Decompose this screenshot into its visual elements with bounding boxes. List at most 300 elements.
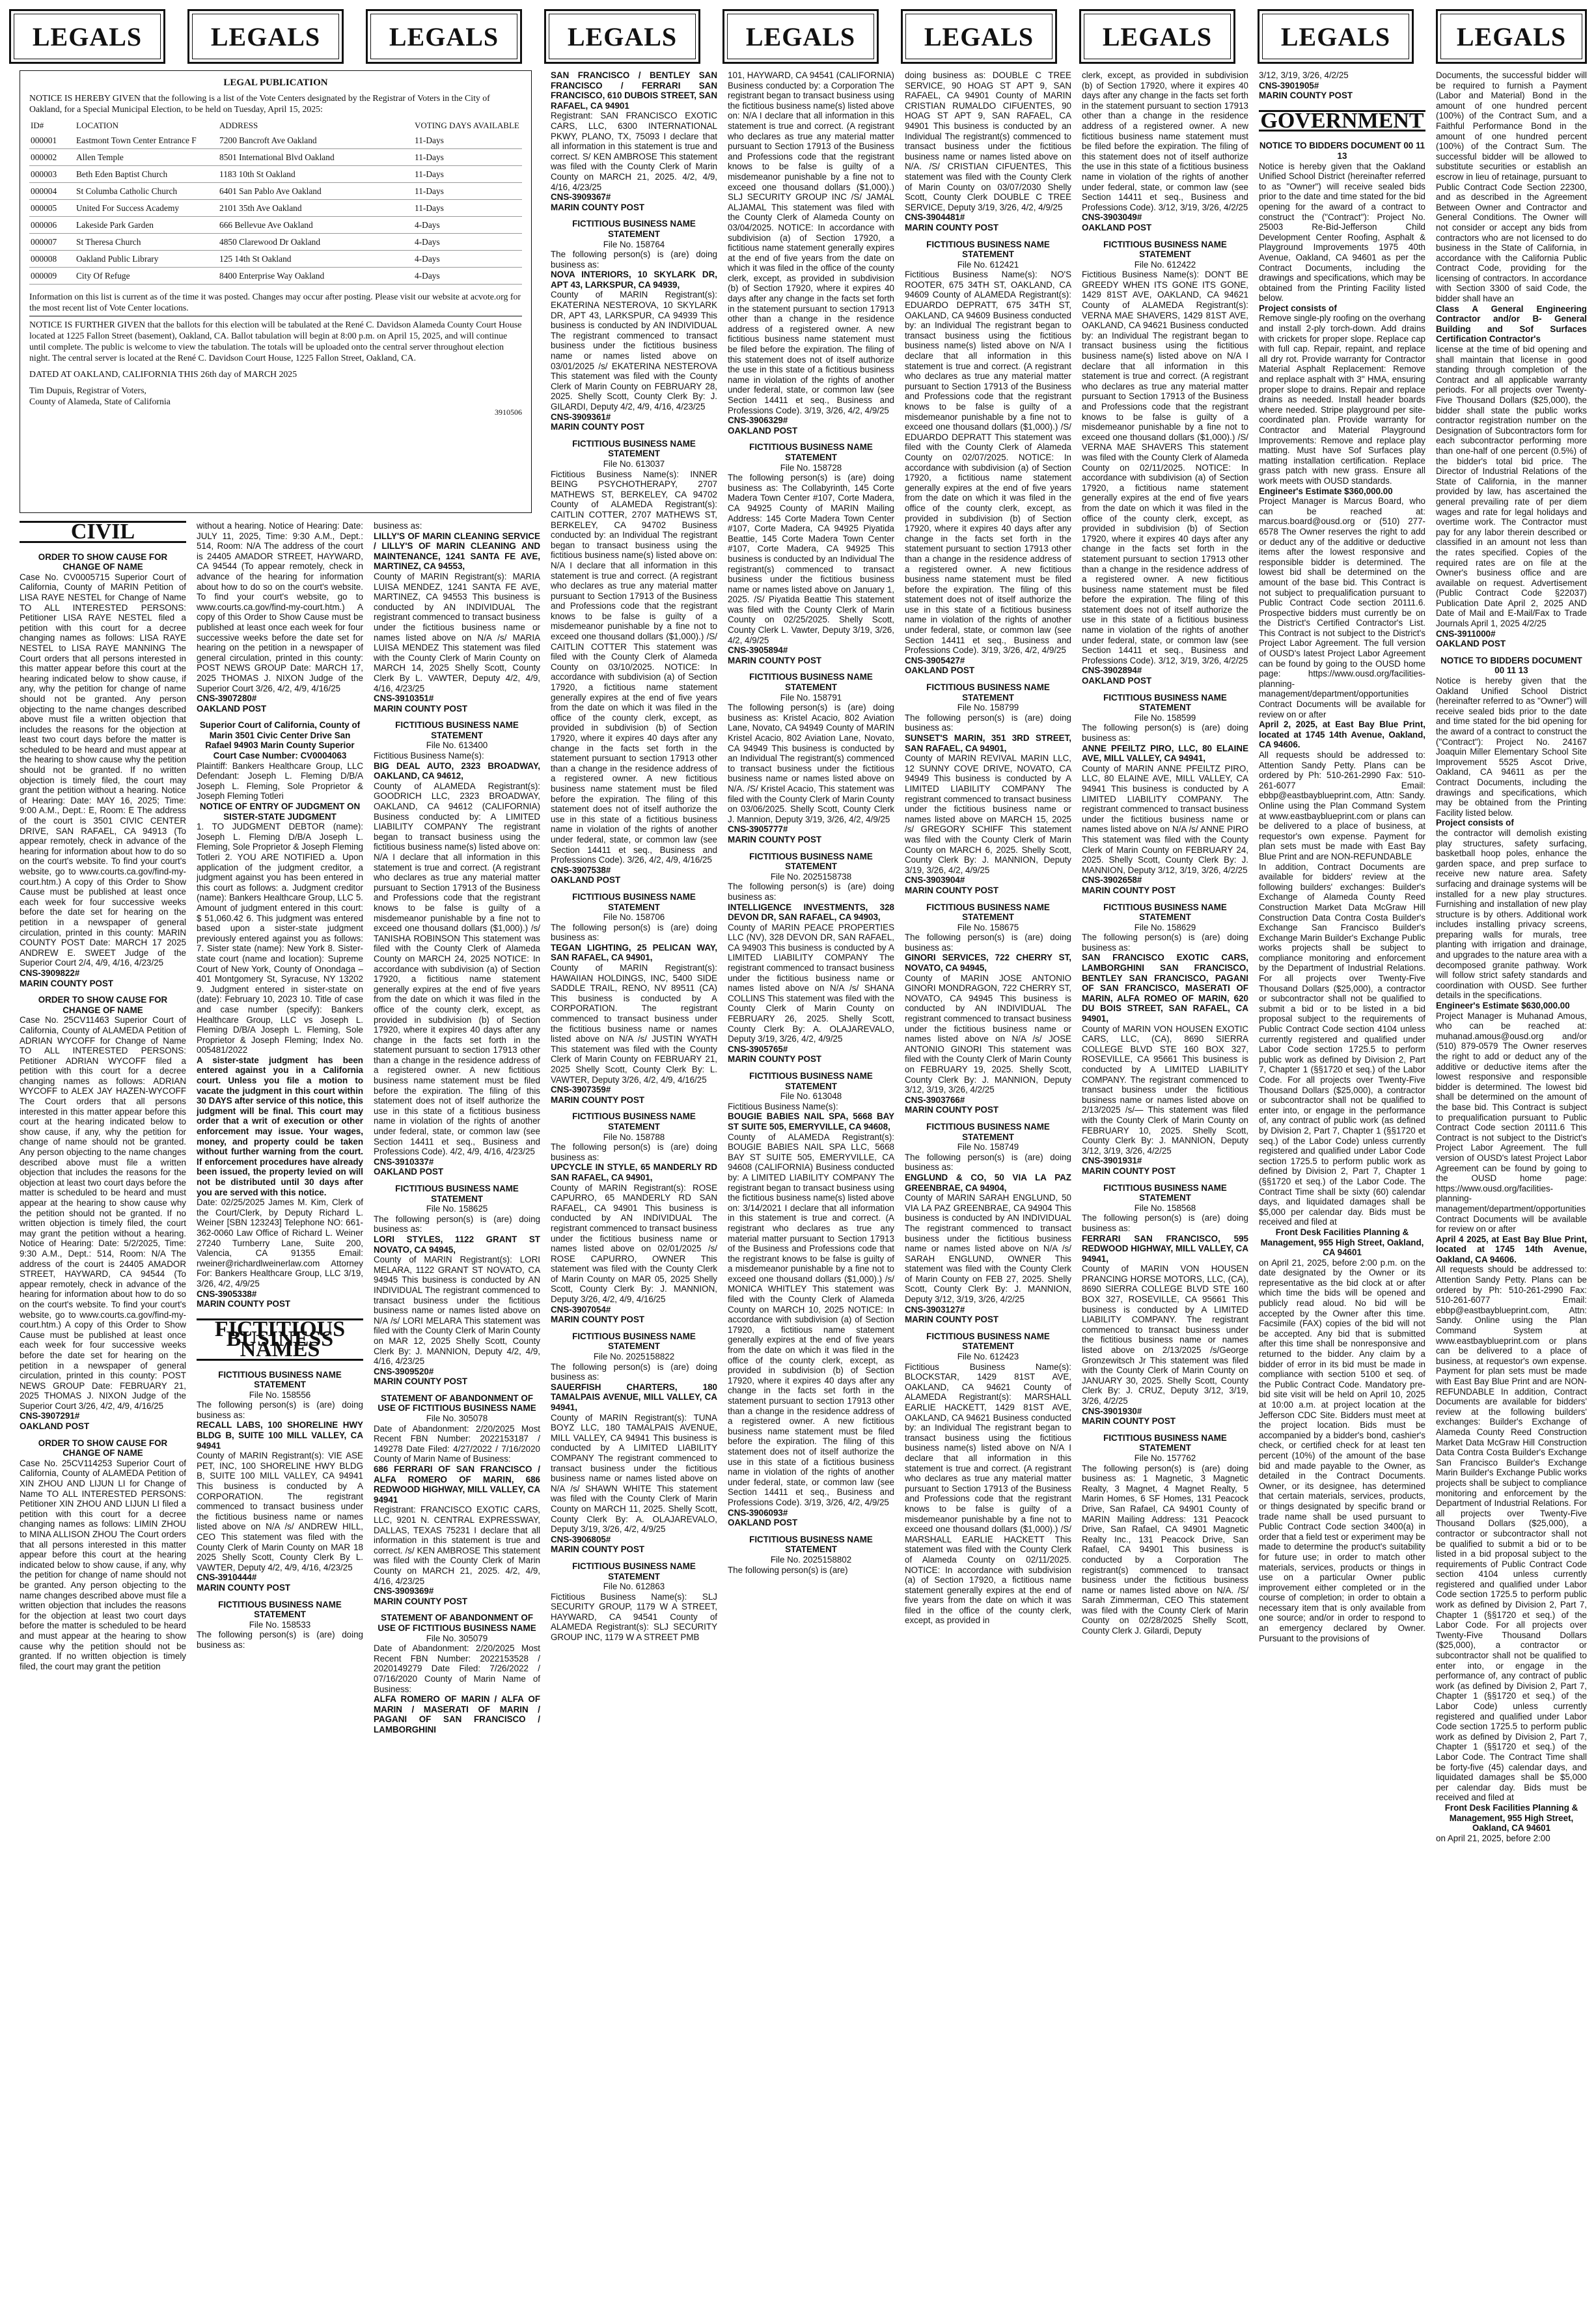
notice-body: Notice is hereby given that the Oakland Unified School District (hereinafter referred to as "Owner") will receive sealed bids prior to the date and time stated for the bid opening for the award of a contract to construct the ("Contract"): Project No. 25003 Re-Bid-Jefferson Child Development Center Roofing, Asphalt & Playground Improvements 1975 40th Avenue, Oakland, CA 94601 as per the Contract Documents, including the drawings and specifications, which may be obtained from the Printing Facility listed below. xyxy=(1259,161,1425,303)
cns-number: MARIN COUNTY POST xyxy=(20,978,114,988)
table-header: VOTING DAYS AVAILABLE xyxy=(415,120,519,130)
file-number: File No. 305078 xyxy=(426,1414,488,1424)
cns-number: MARIN COUNTY POST xyxy=(1082,885,1176,895)
table-cell: 666 Bellevue Ave Oakland xyxy=(218,217,413,234)
notice-emphasis: ALFA ROMERO OF MARIN / ALFA OF MARIN / MASERATI OF MARIN / PAGANI OF SAN FRANCISCO / LAMBORGHINI xyxy=(374,1694,540,1734)
notice-body: County of MARIN JOSE ANTONIO GINORI MONDRAGON, 722 CHERRY ST, NOVATO, CA 94945 This business is conducted by AN INDIVIDUAL The registrant commenced to transact business under the fictitious business name or names listed above on N/A /s/ JOSE ANTONIO GINORI This statement was filed with the County Clerk of Marin County on FEBRUARY 19, 2025. Shelly Scott, County Clerk By: J. MANNION, Deputy 3/12, 3/19, 3/26, 4/2/25 xyxy=(905,973,1071,1095)
notice-emphasis: UPCYCLE IN STYLE, 65 MANDERLY RD SAN RAFAEL, CA 94901, xyxy=(551,1162,717,1182)
notice-body: County of MARIN Registrant(s): ROSE CAPURRO, 65 MANDERLY RD SAN RAFAEL, CA 94901 This business is conducted by AN INDIVIDUAL The registrant commenced to transact business under the fictitious business name or names listed above on 02/01/2025 /s/ ROSE CAPURRO, OWNER This statement was filed with the County Clerk of Marin County on MAR 05, 2025 Shelly Scott, County Clerk By: J. MANNION, Deputy 3/26, 4/2, 4/9, 4/16/25 xyxy=(551,1182,717,1305)
file-number: File No. 158728 xyxy=(780,462,842,473)
notice-title: FICTITIOUS BUSINESS NAME STATEMENT xyxy=(749,442,873,462)
notice-body: County of MARIN REVIVAL MARIN LLC, 12 SUNNY COVE DRIVE, NOVATO, CA 94949 This business is conducted by A LIMITED LIABILITY COMPANY The registrant commenced to transact business under the fictitious business name or names listed above on MARCH 15, 2025 /s/ GREGORY SCHIFF This statement was filed with the County Clerk of Marin County on MARCH 6, 2025. Shelly Scott, County Clerk By: J. MANNION, Deputy 3/19, 3/26, 4/2, 4/9/25 xyxy=(905,753,1071,875)
banner-legals: LEGALS xyxy=(544,9,700,64)
notice-title: FICTITIOUS BUSINESS NAME STATEMENT xyxy=(572,1111,696,1132)
cns-number: MARIN COUNTY POST xyxy=(374,703,468,714)
notice-body: 1. TO JUDGMENT DEBTOR (name): Joseph L. Fleming D/B/A Joseph L. Fleming, Sole Proprietor & Joseph Fleming Totleri 2. YOU ARE NOTIFIED a. Upon application of the judgment creditor, a judgment against you has been entered in this court as follows: a. Judgment creditor (name): Bankers Healthcare Group, LLC 5. Amount of judgment entered in this court: $ 51,060.42 6. This judgment was entered based upon a sister-state judgment previously entered against you as follows: 7. Sister state (name): New York 8. Sister-state court (name and location): Supreme Court of New York, County of Onondaga – 401 Montgomery St, Syracuse, NY 13202 9. Judgment entered in sister-state on (date): February 10, 2023 10. Title of case and case number (specify): Bankers Healthcare Group, LLC vs Joseph L. Fleming D/B/A Joseph L. Fleming, Sole Proprietor & Joseph Fleming; Index No. 005481/2022 xyxy=(197,822,363,1055)
notice-emphasis: SUNSET'S MARIN, 351 3RD STREET, SAN RAFAEL, CA 94901, xyxy=(905,733,1071,753)
table-cell: 000004 xyxy=(29,183,75,200)
spacer xyxy=(728,665,894,672)
notice-emphasis: RECALL LABS, 100 SHORELINE HWY BLDG B, SUITE 100 MILL VALLEY, CA 94941 xyxy=(197,1420,363,1451)
banner-legals: LEGALS xyxy=(901,9,1057,64)
column-5 xyxy=(728,70,894,2304)
file-number: File No. 158799 xyxy=(957,703,1019,713)
notice-title: FICTITIOUS BUSINESS NAME STATEMENT xyxy=(926,239,1050,260)
notice-title: FICTITIOUS BUSINESS NAME STATEMENT xyxy=(926,902,1050,923)
cns-number: MARIN COUNTY POST xyxy=(905,1315,999,1325)
notice-title: ORDER TO SHOW CAUSE FOR CHANGE OF NAME xyxy=(38,551,168,572)
file-number: File No. 158629 xyxy=(1134,922,1196,932)
notice-body: County of MARIN Registrant(s): HAWAIIAN HOLDINGS, INC, 5400 SIDE SADDLE TRAIL, RENO, NV 89511 (CA) This business is conducted by A CORPORATION. The registrant commenced to transact business under the fictitious business name or names listed above on N/A /s/ JUSTIN WYATH This statement was filed with the County Clerk of Marin County on FEBRUARY 21, 2025 Shelly Scott, County Clerk By: L. VAWTER, Deputy 3/26, 4/2, 4/9, 4/16/25 xyxy=(551,963,717,1085)
notice-body: Date of Abandonment: 2/20/2025 Most Recent FBN Number: 2022153528 / 2020149279 Date Filed: 7/26/2022 / 07/16/2020 County of Marin Name of Business: xyxy=(374,1643,540,1694)
cns-number: CNS-3910444# xyxy=(197,1572,257,1583)
cns-number: OAKLAND POST xyxy=(374,1167,444,1177)
notice-body: County of MARIN VON HOUSEN PRANCING HORSE MOTORS, LLC, (CA), 8690 SIERRA COLLEGE BLVD STE 160 BOX 327, ROSEVILLE, CA 95661 This business is conducted by A LIMITED LIABILITY COMPANY. The registrant commenced to transact business under the fictitious business name or names listed above on 2/13/2025 /s/George Gronzewitsch Jr This statement was filed with the County Clerk of Marin County on JANUARY 30, 2025. Shelly Scott, County Clerk By: J. CRUZ, Deputy 3/12, 3/19, 3/26, 4/2/25 xyxy=(1082,1264,1248,1406)
legal-pub-notice: NOTICE IS HEREBY GIVEN that the following is a list of the Vote Centers designated by the Registrar of Voters in the City of Oakland, for a Special Municipal Election, to be held on Tuesday, April 15, 2025: xyxy=(29,93,490,114)
notice-emphasis: April 2, 2025, at East Bay Blue Print, located at 1745 14th Avenue, Oakland, CA 94606. xyxy=(1259,719,1425,750)
notice-body: The following person(s) is (are) doing business as: xyxy=(728,882,894,902)
cns-number: MARIN COUNTY POST xyxy=(728,1054,822,1065)
file-number: File No. 612423 xyxy=(957,1352,1019,1362)
cns-number: MARIN COUNTY POST xyxy=(551,1094,645,1105)
file-number: File No. 158788 xyxy=(603,1132,665,1142)
table-cell: 125 14th St Oakland xyxy=(218,251,413,268)
cns-number: CNS-3901905# xyxy=(1259,80,1319,91)
notice-body: County of MARIN SARAH ENGLUND, 50 VIA LA PAZ GREENBRAE, CA 94904 This business is conducted by AN INDIVIDUAL The registrant commenced to transact business under the fictitious business name or names listed above on N/A /s/ SARAH ENGLUND, OWNER This statement was filed with the County Clerk of Marin County on FEB 27, 2025. Shelly Scott, County Clerk By: J. MANNION, Deputy 3/12, 3/19, 3/26, 4/2/25 xyxy=(905,1193,1071,1305)
banner-legals: LEGALS xyxy=(9,9,165,64)
column-4 xyxy=(551,70,717,2304)
table-cell: St Theresa Church xyxy=(75,234,218,251)
table-cell: 11-Days xyxy=(413,200,522,217)
notice-title: ORDER TO SHOW CAUSE FOR CHANGE OF NAME xyxy=(38,995,168,1015)
notice-title: STATEMENT OF ABANDONMENT OF USE OF FICTITIOUS BUSINESS NAME xyxy=(378,1393,536,1414)
cns-number: MARIN COUNTY POST xyxy=(551,422,645,432)
notice-body: clerk, except, as provided in subdivision (b) of Section 17920, where it expires 40 days after any change in the facts set forth in the statement pursuant to section 17913 other than a change in the residence address of a registered owner. A new fictitious business name statement must be filed before the expiration. The filing of this statement does not of itself authorize the use in this state of a fictitious business name in violation of the rights of another under federal, state, or common law (see Section 14411 et seq., Business and Professions Code). 3/12, 3/19, 3/26, 4/2/25 xyxy=(1082,70,1248,212)
notice-emphasis: SAN FRANCISCO EXOTIC CARS, LAMBORGHINI SAN FRANCISCO, BENTLEY SAN FRANCISCO, PAGANI OF SAN FRANCISCO, MASERATI OF MARIN, ALFA ROMEO OF MARIN, 620 DU BOIS STREET, SAN RAFAEL, CA 94901, xyxy=(1082,953,1248,1024)
cns-number: MARIN COUNTY POST xyxy=(197,1582,291,1593)
spacer xyxy=(374,1606,540,1613)
cns-number: MARIN COUNTY POST xyxy=(551,1315,645,1325)
notice-title: NOTICE TO BIDDERS DOCUMENT 00 11 13 xyxy=(1440,655,1582,676)
table-cell: 1183 10th St Oakland xyxy=(218,166,413,183)
notice-body: The following person(s) is (are) doing business as: xyxy=(197,1400,363,1420)
notice-body: The following person(s) is (are) doing business as: xyxy=(1082,932,1248,953)
cns-number: OAKLAND POST xyxy=(1436,639,1506,649)
table-row xyxy=(29,251,522,268)
cns-number: CNS-3911000# xyxy=(1436,628,1496,639)
cns-number: OAKLAND POST xyxy=(1082,676,1152,686)
table-cell: 000005 xyxy=(29,200,75,217)
section-heading: FICTITIOUS BUSINESS NAMES xyxy=(197,1318,363,1361)
cns-number: CNS-3901931# xyxy=(1082,1156,1142,1166)
legal-publication-box xyxy=(20,70,532,513)
notice-body: The following person(s) is (are) doing business as: xyxy=(551,1361,717,1382)
banner-legals: LEGALS xyxy=(366,9,522,64)
notice-title: FICTITIOUS BUSINESS NAME STATEMENT xyxy=(395,720,519,740)
notice-body: Documents, the successful bidder will be required to furnish a Payment (Labor and Material) Bond in the amount of one hundred percent (100%) of the Contract Sum, and a Faithful Performance Bond in the amount of one hundred percent (100%) of the Contract Sum. The successful bidder will be allowed to substitute securities or establish an escrow in lieu of retainage, pursuant to Public Contract Code Section 22300, and as described in the Agreement Between Owner and Contractor and General Conditions. The Owner will not consider or accept any bids from contractors who are not licensed to do business in the State of California, in accordance with the California Public Contract Code, providing for the licensing of contractors. In accordance with Section 3300 of said Code, the bidder shall have an xyxy=(1436,70,1587,304)
notice-body: Notice is hereby given that the Oakland Unified School District (hereinafter referred to as "Owner") will receive sealed bids prior to the date and time stated for the bid opening for the award of a contract to construct the ("Contract"): Project No. 24167 Joaquin Miller Elementary School Site Improvement 5525 Ascot Drive, Oakland, CA 94611 as per the Contract Documents, including the drawings and specifications, which may be obtained from the Printing Facility listed below. xyxy=(1436,676,1587,818)
notice-body: Case No. 25CV114253 Superior Court of California, County of ALAMEDA Petition of XIN ZHOU AND LIJUN LI for Change of Name TO ALL INTERESTED PERSONS: Petitioner XIN ZHOU AND LIJUN LI filed a petition with this court for a decree changing names as follows: LIMIN ZHOU to MINA ALLISON ZHOU The Court orders that all persons interested in this matter appear before this court at the hearing indicated below to show cause, if any, why the petition for change of name should not be granted. Any person objecting to the name changes described above must file a written objection that includes the reasons for the objection at least two court days before the matter is scheduled to be heard and must appear at the hearing to show cause why the petition should not be granted. If no written objection is timely filed, the court may grant the petition xyxy=(20,1458,186,1671)
notice-emphasis: Class A General Engineering Contractor and/or B- General Building and Sof Surfaces Certification Contractor's xyxy=(1436,303,1587,344)
cns-number: CNS-3910351# xyxy=(374,693,434,704)
legal-pub-title: LEGAL PUBLICATION xyxy=(223,77,328,88)
notice-title: FICTITIOUS BUSINESS NAME STATEMENT xyxy=(572,219,696,239)
notice-body: The following person(s) is (are) doing business as: xyxy=(1082,723,1248,743)
notice-body: Case No. CV0005715 Superior Court of California, County of MARIN Petition of LISA RAYE NESTEL for Change of Name TO ALL INTERESTED PERSONS: Petitioner LISA RAYE NESTEL filed a petition with this court for a decree changing names as follows: LISA RAYE NESTEL to LISA RAYE MANNING The Court orders that all persons interested in this matter appear before this court at the hearing indicated below to show cause, if any, why the petition for change of name should not be granted. Any person objecting to the name changes described above must file a written objection that includes the reasons for the objection at least two court days before the matter is scheduled to be heard and must appear at the hearing to show cause why the petition should not be granted. If no written objection is timely filed, the court may grant the petition without a hearing. Notice of Hearing: Date: MAY 16, 2025; Time: 9:00 A.M., Dept.: E, Room: E The address of the court is 3501 CIVIC CENTER DRIVE, SAN RAFAEL, CA 94913 (To appear remotely, check in advance of the hearing for information about how to do so on the court's website. To find your court's website, go to www.courts.ca.gov/find-my-court.htm.) A copy of this Order to Show Cause must be published at least once each week for four successive weeks before the date set for hearing on the petition in a newspaper of general circulation, printed in this county: MARIN COUNTY POST Date: MARCH 17 2025 ANDREW E. SWEET Judge of the Superior Court 2/4, 4/9, 4/16, 4/23/25 xyxy=(20,572,186,968)
notice-body: on April 21, 2025, before 2:00 xyxy=(1436,1833,1550,1843)
notice-title: FICTITIOUS BUSINESS NAME STATEMENT xyxy=(1103,1432,1227,1453)
notice-title: Front Desk Facilities Planning & Management, 955 High Street, Oakland, CA 94601 xyxy=(1260,1227,1424,1258)
notice-body: Project Manager is Marcus Board, who can be reached at: marcus.board@ousd.org or (510) 277-6578 The Owner reserves the right to add or deduct any of the additive or deductive items after the lowest responsive and responsible bidder is determined. The lowest bid shall be determined on the amount of the base bid. This Contract is not subject to prequalification pursuant to Public Contract Code section 20111.6. Prospective bidders must currently be on the District's Certified Contractor's List. This Contract is not subject to the District's Project Labor Agreement. The full version of OUSD's latest Project Labor Agreement can be found by going to the OUSD home page: https://www.ousd.org/facilities-planning-management/department/opportunities Contract Documents will be available for review on or after xyxy=(1259,496,1425,719)
notice-body: The following person(s) is (are) doing business as: The Collabyrinth, 145 Corte Madera Town Center #107, Corte Madera, CA 94925 County of MARIN Mailing Address: 145 Corte Madera Town Center #107, Corte Madera, CA 94925 Piyatida Beattie, 145 Corte Madera Town Center #107, Corte Madera, CA 94925 This business is conducted by an Individual The registrant(s) commenced to transact business under the fictitious business name or names listed above on January 1, 2025. /S/ Piyatida Beattie This statement was filed with the County Clerk of Marin County on 02/25/2025. Shelly Scott, County Clerk L. Vawter, Deputy 3/19, 3/26, 4/2, 4/9/25 xyxy=(728,473,894,645)
cns-number: MARIN COUNTY POST xyxy=(905,885,999,895)
cns-number: OAKLAND POST xyxy=(1082,222,1152,232)
notice-body: County of MARIN Registrant(s): TUNA BOYZ LLC, 180 TAMALPAIS AVENUE, MILL VALLEY, CA 94941 This business is conducted by A LIMITED LIABILITY COMPANY The registrant commenced to transact business under the fictitious business name or names listed above on N/A /s/ SHAWN WHITE This statement was filed with the County Clerk of Marin County on MARCH 11, 2025. Shelly Scott, County Clerk By: A. OLAJAREVALO, Deputy 3/19, 3/26, 4/2, 4/9/25 xyxy=(551,1412,717,1535)
notice-body: Fictitious Business Name(s): NO'S ROOTER, 675 34TH ST, OAKLAND, CA 94609 County of ALAMEDA Registrant(s): EDUARDO DEPRATT, 675 34TH ST, OAKLAND, CA 94609 Business conducted by: an Individual The registrant began to transact business using the fictitious business name(s) listed above on N/A I declare that all information in this statement is true and correct. (A registrant who declares as true any material matter pursuant to Section 17913 of the Business and Professions code that the registrant knows to be false is guilty of a misdemeanor punishable by a fine not to exceed one thousand dollars ($1,000).) /S/ EDUARDO DEPRATT This statement was filed with the County Clerk of Alameda County on 02/07/2025. NOTICE: In accordance with subdivision (a) of Section 17920, a fictitious name statement generally expires at the end of five years from the date on which it was filed in the office of the county clerk, except, as provided in subdivision (b) of Section 17920, where it expires 40 days after any change in the facts set forth in the statement pursuant to section 17913 other than a change in the residence address of a registered owner. A new fictitious business name statement must be filed before the expiration. The filing of this statement does not of itself authorize the use in this state of a fictitious business name in violation of the rights of another under federal, state, or common law (see Section 14411 et seq., Business and Professions Code). 3/19, 3/26, 4/2, 4/9/25 xyxy=(905,270,1071,656)
cns-number: OAKLAND POST xyxy=(728,1518,798,1528)
notice-title: FICTITIOUS BUSINESS NAME STATEMENT xyxy=(926,682,1050,703)
notice-emphasis: Project consists of xyxy=(1436,818,1514,828)
notice-title: FICTITIOUS BUSINESS NAME STATEMENT xyxy=(1103,692,1227,713)
column-3 xyxy=(374,521,540,2305)
spacer xyxy=(197,1593,363,1600)
vote-centers-table xyxy=(29,118,522,285)
table-cell: 11-Days xyxy=(413,183,522,200)
file-number: File No. 157762 xyxy=(1134,1453,1196,1463)
spacer xyxy=(905,676,1071,682)
cns-number: CNS-3902894# xyxy=(1082,665,1142,676)
file-number: File No. 613048 xyxy=(780,1091,842,1102)
spacer xyxy=(728,436,894,442)
cns-number: MARIN COUNTY POST xyxy=(905,222,999,232)
cns-number: CNS-3909369# xyxy=(374,1586,434,1596)
spacer xyxy=(374,1387,540,1393)
table-cell: 11-Days xyxy=(413,149,522,166)
spacer xyxy=(728,1528,894,1535)
table-cell: Lakeside Park Garden xyxy=(75,217,218,234)
notice-body: The following person(s) is (are) doing business as: xyxy=(374,1214,540,1234)
spacer xyxy=(1436,649,1587,656)
banner-legals: LEGALS xyxy=(187,9,344,64)
cns-number: MARIN COUNTY POST xyxy=(374,1376,468,1387)
cns-number: CNS-3902658# xyxy=(1082,875,1142,885)
file-number: File No. 158568 xyxy=(1134,1203,1196,1213)
table-cell: 000008 xyxy=(29,251,75,268)
table-row xyxy=(29,268,522,285)
notice-body: County of MARIN ANNE PFEILTZ PIRO, LLC, 80 ELAINE AVE, MILL VALLEY, CA 94941 This business is conducted by A LIMITED LIABILITY COMPANY. The registrant commenced to transact business under the fictitious business name or names listed above on N/A /s/ ANNE PIRO This statement was filed with the County Clerk of Marin County on FEBRUARY 24, 2025. Shelly Scott, County Clerk By: J. MANNION, Deputy 3/12, 3/19, 3/26, 4/2/25 xyxy=(1082,763,1248,875)
spacer xyxy=(551,1325,717,1331)
table-cell: St Columba Catholic Church xyxy=(75,183,218,200)
notice-emphasis: SAUERFISH CHARTERS, 180 TAMALPAIS AVENUE, MILL VALLEY, CA 94941, xyxy=(551,1382,717,1412)
cns-number: OAKLAND POST xyxy=(728,425,798,436)
spacer xyxy=(728,1065,894,1071)
cns-number: CNS-3905765# xyxy=(728,1044,788,1054)
table-cell: 8501 International Blvd Oakland xyxy=(218,149,413,166)
table-header: LOCATION xyxy=(76,120,118,130)
spacer xyxy=(20,988,186,995)
cns-number: CNS-3905427# xyxy=(905,655,965,665)
file-number: File No. 612422 xyxy=(1134,259,1196,270)
cns-number: MARIN COUNTY POST xyxy=(1082,1165,1176,1176)
table-cell: 000002 xyxy=(29,149,75,166)
table-cell: 2101 35th Ave Oakland xyxy=(218,200,413,217)
notice-emphasis: Engineer's Estimate $360,000.00 xyxy=(1259,486,1393,496)
notice-title: FICTITIOUS BUSINESS NAME STATEMENT xyxy=(218,1599,342,1620)
file-number: File No. 158791 xyxy=(780,692,842,703)
notice-body: The following person(s) is (are) xyxy=(728,1565,848,1575)
table-row xyxy=(29,183,522,200)
notice-title: FICTITIOUS BUSINESS NAME STATEMENT xyxy=(749,1071,873,1091)
file-number: File No. 158675 xyxy=(957,922,1019,932)
notice-title: FICTITIOUS BUSINESS NAME STATEMENT xyxy=(395,1184,519,1204)
cns-number: CNS-3907054# xyxy=(551,1304,611,1315)
cns-number: OAKLAND POST xyxy=(905,665,975,676)
cns-number: MARIN COUNTY POST xyxy=(551,1544,645,1555)
file-number: File No. 305079 xyxy=(426,1633,488,1643)
file-number: File No. 158749 xyxy=(957,1142,1019,1152)
spacer xyxy=(905,1115,1071,1122)
notice-body: Fictitious Business Name(s): SLJ SECURITY GROUP, 1179 W A STREET, HAYWARD, CA 94541 County of ALAMEDA Registrant(s): SLJ SECURITY GROUP INC, 1179 W A STREET PMB xyxy=(551,1591,717,1643)
notice-body: Fictitious Business Name(s): INNER BEING PSYCHOTHERAPY, 2707 MATHEWS ST, BERKELEY, CA 94702 County of ALAMEDA Registrant(s): CAITLIN COTTER, 2707 MATHEWS ST, BERKELEY, CA 94702 Business conducted by: an Individual The registrant began to transact business using the fictitious business name(s) listed above on: N/A I declare that all information in this statement is true and correct. (A registrant who declares as true any material matter pursuant to Section 17913 of the Business and Professions code that the registrant knows to be false is guilty of a misdemeanor punishable by a fine not to exceed one thousand dollars ($1,000).) /S/ CAITLIN COTTER This statement was filed with the County Clerk of Alameda County on 03/10/2025. NOTICE: In accordance with subdivision (a) of Section 17920, a fictitious name statement generally expires at the end of five years from the date on which it was filed in the office of the county clerk, except, as provided in subdivision (b) of Section 17920, where it expires 40 days after any change in the facts set forth in the statement pursuant to section 17913 other than a change in the residence address of a registered owner. A new fictitious business name statement must be filed before the expiration. The filing of this statement does not of itself authorize the use in this state of a fictitious business name in violation of the rights of another under federal, state, or common law (see Section 14411 et seq., Business and Professions Code). 3/26, 4/2, 4/9, 4/16/25 xyxy=(551,469,717,865)
notice-emphasis: ENGLUND & CO, 50 VIA LA PAZ GREENBRAE, CA 94904, xyxy=(905,1172,1071,1193)
table-cell: 4-Days xyxy=(413,251,522,268)
notice-title: FICTITIOUS BUSINESS NAME STATEMENT xyxy=(572,891,696,912)
notice-emphasis: TEGAN LIGHTING, 25 PELICAN WAY, SAN RAFAEL, CA 94901, xyxy=(551,942,717,963)
column-9 xyxy=(1436,70,1587,2304)
table-header: ADDRESS xyxy=(219,120,258,130)
notice-emphasis: NOVA INTERIORS, 10 SKYLARK DR, APT 43, LARKSPUR, CA 94939, xyxy=(551,270,717,290)
table-cell: 4-Days xyxy=(413,268,522,285)
legal-pub-signer-county: County of Alameda, State of California xyxy=(29,397,171,406)
column-6 xyxy=(905,70,1071,2304)
table-row xyxy=(29,132,522,149)
table-row xyxy=(29,217,522,234)
notice-emphasis: BOUGIE BABIES NAIL SPA, 5668 BAY ST SUITE 505, EMERYVILLE, CA 94608, xyxy=(728,1111,894,1132)
file-number: File No. 158599 xyxy=(1134,712,1196,723)
notice-body: All requests should be addressed to: Attention Sandy Petty. Plans can be ordered by Ph: 510-261-2990 Fax: 510-261-6077 Email: ebbp@eastbayblueprint.com, Attn: Sandy. Online using the Plan Command System at www.eastbayblueprint.com or plans can be delivered to a place of business, at requestor's own expense. Payment for plan sets must be made with East Bay Blue Print and are NON-REFUNDABLE In addition, Contract Documents are available for bidders' review at the following builders' exchanges: Builder's Exchange of Alameda County Reed Construction Market Data McGraw Hill Construction Data Contra Costa Builder's Exchange San Francisco Builder's Exchange Marin Builder's Exchange Public works projects shall be subject to compliance monitoring and enforcement by the Department of Industrial Relations. For all projects over Twenty-Five Thousand Dollars ($25,000), a contractor or subcontractor shall not be qualified to submit a bid or to be listed in a bid proposal subject to the requirements of Public Contract Code section 4104 unless currently registered and qualified under Labor Code section 1725.5 to perform public work as defined by Division 2, Part 7, Chapter 1 (§§1720 et seq.) of the Labor Code. For all projects over Twenty-Five Thousand Dollars ($25,000), a contractor or subcontractor shall not be qualified to enter into, or engage in the performance of, any contract of public work (as defined by Division 2, Part 7, Chapter 1 (§§1720 et seq.) of the Labor Code) unless currently registered and qualified under Labor Code section 1725.5 to perform public work as defined by Division 2, Part 7, Chapter 1 (§§1720 et seq.) of the Labor Code. The Contract Time shall be forty-five (45) calendar days, and liquidated damages shall be $5,000 per calendar day. Bids must be received and filed at xyxy=(1436,1264,1587,1803)
notice-title: FICTITIOUS BUSINESS NAME STATEMENT xyxy=(749,851,873,872)
notice-body: Fictitious Business Name(s): DON'T BE GREEDY WHEN ITS GONE ITS GONE, 1429 81ST AVE, OAKLAND, CA 94621 County of ALAMEDA Registrant(s): VERNA MAE SHAVERS, 1429 81ST AVE, OAKLAND, CA 94621 Business conducted by: an Individual The registrant began to transact business using the fictitious business name(s) listed above on N/A I declare that all information in this statement is true and correct. (A registrant who declares as true any material matter pursuant to Section 17913 of the Business and Professions code that the registrant knows to be false is guilty of a misdemeanor punishable by a fine not to exceed one thousand dollars ($1,000).) /S/ VERNA MAE SHAVERS This statement was filed with the County Clerk of Alameda County on 02/11/2025. NOTICE: In accordance with subdivision (a) of Section 17920, a fictitious name statement generally expires at the end of five years from the date on which it was filed in the office of the county clerk, except, as provided in subdivision (b) of Section 17920, where it expires 40 days after any change in the facts set forth in the statement pursuant to section 17913 other than a change in the residence address of a registered owner. A new fictitious business name statement must be filed before the expiration. The filing of this statement does not of itself authorize the use in this state of a fictitious business name in violation of the rights of another under federal, state, or common law (see Section 14411 et seq., Business and Professions Code). 3/12, 3/19, 3/26, 4/2/25 xyxy=(1082,270,1248,665)
table-cell: 000009 xyxy=(29,268,75,285)
notice-emphasis: April 4 2025, at East Bay Blue Print, located at 1745 14th Avenue, Oakland, CA 94606. xyxy=(1436,1234,1587,1264)
cns-number: CNS-3905338# xyxy=(197,1288,257,1299)
table-cell: 4-Days xyxy=(413,234,522,251)
table-cell: 000007 xyxy=(29,234,75,251)
notice-body: County of MARIN Registrant(s): LORI MELARA, 1122 GRANT ST NOVATO, CA 94945 This business is conducted by AN INDIVIDUAL The registrant commenced to transact business under the fictitious business name or names listed above on N/A /s/ LORI MELARA This statement was filed with the County Clerk of Marin County on MAR 12, 2025 Shelly Scott, County Clerk By: J. MANNION, Deputy 4/2, 4/9, 4/16, 4/23/25 xyxy=(374,1255,540,1367)
table-row xyxy=(29,234,522,251)
notice-title: NOTICE TO BIDDERS DOCUMENT 00 11 13 xyxy=(1259,141,1425,161)
notice-body: The following person(s) is (are) doing business as: xyxy=(905,712,1071,733)
spacer xyxy=(1082,1177,1248,1183)
notice-title: FICTITIOUS BUSINESS NAME STATEMENT xyxy=(926,1121,1050,1142)
notice-emphasis: ANNE PFEILTZ PIRO, LLC, 80 ELAINE AVE, MILL VALLEY, CA 94941, xyxy=(1082,743,1248,764)
file-number: File No. 2025158822 xyxy=(593,1352,675,1362)
notice-body: The following person(s) is (are) doing business as: xyxy=(197,1630,363,1650)
notice-emphasis: Engineer's Estimate $630,000.00 xyxy=(1436,1001,1570,1011)
cns-number: CNS-3905777# xyxy=(728,824,788,835)
notice-title: Front Desk Facilities Planning & Management, 955 High Street, Oakland, CA 94601 xyxy=(1444,1802,1578,1833)
column-2 xyxy=(197,521,363,2305)
notice-body: All requests should be addressed to: Attention Sandy Petty. Plans can be ordered by Ph: 510-261-2990 Fax: 510-261-6077 Email: ebbp@eastbayblueprint.com, Attn: Sandy. Online using the Plan Command System at www.eastbayblueprint.com or plans can be delivered to a place of business, at requestor's own expense. Payment for plan sets must be made with East Bay Blue Print and are NON-REFUNDABLE xyxy=(1259,750,1425,861)
notice-body: The following person(s) is (are) doing business as: Kristel Acacio, 802 Aviation Lane, Novato, CA 94949 County of MARIN Kristel Acacio, 802 Aviation Lane, Novato, CA 94949 This business is conducted by an Individual The registrant(s) commenced to transact business under the fictitious business name or names listed above on N/A. /S/ Kristel Acacio, This statement was filed with the County Clerk of Marin County on 03/06/2025. Shelly Scott, County Clerk J. Mannion, Deputy 3/19, 3/26, 4/2, 4/9/25 xyxy=(728,703,894,824)
banner-legals: LEGALS xyxy=(722,9,879,64)
notice-emphasis: A sister-state judgment has been entered against you in a California court. Unless you file a motion to vacate the judgment in this court within 30 DAYS after service of this notice, this judgment will be final. This court may order that a writ of execution or other enforcement may issue. Your wages, money, and property could be taken without further warning from the court. If enforcement procedures have already been issued, the property levied on will not be distributed until 30 days after you are served with this notice. xyxy=(197,1055,363,1197)
notice-title: FICTITIOUS BUSINESS NAME STATEMENT xyxy=(926,1331,1050,1352)
notice-body: County of ALAMEDA Registrant(s): BOUGIE BABIES NAIL SPA LLC, 5668 BAY ST SUITE 505, EMERYVILLE, CA 94608 (CALIFORNIA) Business conducted by: A LIMITED LIABILITY COMPANY The registrant began to transact business using the fictitious business name(s) listed above on: 3/14/2021 I declare that all information in this statement is true and correct. (A registrant who declares as true any material matter pursuant to Section 17913 of the Business and Professions code that the registrant knows to be false is guilty of a misdemeanor punishable by a fine not to exceed one thousand dollars ($1,000).) /s/ MONICA WHITLEY This statement was filed with the County Clerk of Alameda County on MARCH 10, 2025 NOTICE: In accordance with subdivision (a) of Section 17920, a fictitious name statement generally expires at the end of five years from the date on which it was filed in the office of the county clerk, except, as provided in subdivision (b) of Section 17920, where it expires 40 days after any change in the facts set forth in the statement pursuant to section 17913 other than a change in the residence address of a registered owner. A new fictitious business name statement must be filed before the expiration. The filing of this statement does not of itself authorize the use in this state of a fictitious business name in violation of the rights of another under federal, state, or common law (see Section 14411 et seq., Business and Professions Code). 3/19, 3/26, 4/2, 4/9/25 xyxy=(728,1132,894,1507)
notice-title: FICTITIOUS BUSINESS NAME STATEMENT xyxy=(749,1534,873,1555)
file-number: File No. 158533 xyxy=(249,1619,311,1630)
notice-body: The following person(s) is (are) doing business as: xyxy=(551,1142,717,1162)
spacer xyxy=(551,885,717,892)
spacer xyxy=(20,1432,186,1438)
notice-body: County of MARIN Registrant(s): VIE ASE PET, INC, 100 SHORELINE HWY BLDG B, SUITE 100 MILL VALLEY, CA 94941 This business is conducted by A CORPORATION. The registrant commenced to transact business under the fictitious business name or names listed above on N/A /s/ ANDREW HILL, CEO This statement was filed with the County Clerk of Marin County on MAR 18 2025 Shelly Scott, County Clerk By L. VAWTER, Deputy 4/2, 4/9, 4/16, 4/23/25 xyxy=(197,1451,363,1572)
notice-title: ORDER TO SHOW CAUSE FOR CHANGE OF NAME xyxy=(38,1438,168,1458)
notice-body: on April 21, 2025, before 2:00 p.m. on the date designated by the Owner or its representative as the bid clock at or after which time the bids will be opened and publicly read aloud. No bid will be accepted by the Owner after this time. Facsimile (FAX) copies of the bid will not be accepted. Any bid that is submitted after this time shall be nonresponsive and returned to the bidder. Any claim by a bidder of error in its bid must be made in compliance with section 5100 et seq. of the Public Contract Code. Mandatory pre-bid site visit will be held on April 10, 2025 at 10:00 a.m. at project location at the Jefferson CDC Site. Bidders must meet at the project location. Bids must be accompanied by a bidder's bond, cashier's check, or certified check for at least ten percent (10%) of the amount of the base bid and made payable to the Owner, as detailed in the Contract Documents. Owner, or its designee, has determined that certain materials, services, products, or things designated by specific brand or trade name shall be used pursuant to Public Contract Code section 3400(a) in order that a field test or experiment may be made to determine the product's suitability for future use; in order to match other materials, services, products or things in use on a particular Owner public improvement either completed or in the course of completion; in order to obtain a necessary item that is only available from one source; and/or in order to respond to an emergency declared by Owner. Pursuant to the provisions of xyxy=(1259,1257,1425,1643)
spacer xyxy=(551,432,717,439)
cns-number: CNS-3903766# xyxy=(905,1094,965,1105)
spacer xyxy=(551,1105,717,1111)
file-number: File No. 2025158738 xyxy=(770,871,852,882)
notice-emphasis: INTELLIGENCE INVESTMENTS, 328 DEVON DR, SAN RAFAEL, CA 94903, xyxy=(728,902,894,923)
notice-body: County of ALAMEDA Registrant(s): GOODRICH LLC, 2323 BROADWAY, OAKLAND, CA 94612 (CALIFORNIA) Business conducted by: A LIMITED LIABILITY COMPANY The registrant began to transact business using the fictitious business name(s) listed above on: N/A I declare that all information in this statement is true and correct. (A registrant who declares as true any material matter pursuant to Section 17913 of the Business and Professions code that the registrant knows to be false is guilty of a misdemeanor punishable by a fine not to exceed one thousand dollars ($1,000).) /s/ TANISHA ROBINSON This statement was filed with the County Clerk of Alameda County on MARCH 24, 2025 NOTICE: In accordance with subdivision (a) of Section 17920, a fictitious name statement generally expires at the end of five years from the date on which it was filed in the office of the county clerk, except, as provided in subdivision (b) of Section 17920, where it expires 40 days after any change in the facts set forth in the statement pursuant to section 17913 other than a change in the residence address of a registered owner. A new fictitious business name statement must be filed before the expiration. The filing of this statement does not of itself authorize the use in this state of a fictitious business name in violation of the rights of another under federal, state, or common law (see Section 14411 et seq., Business and Professions Code). 4/2, 4/9, 4/16, 4/23/25 xyxy=(374,781,540,1157)
cns-number: MARIN COUNTY POST xyxy=(197,1299,291,1309)
notice-title: NOTICE OF ENTRY OF JUDGMENT ON SISTER-STATE JUDGMENT xyxy=(199,801,361,822)
table-row xyxy=(29,166,522,183)
table-header: ID# xyxy=(31,120,44,130)
notice-body: business as: xyxy=(374,521,422,531)
table-row xyxy=(29,149,522,166)
legal-pub-notice-further: NOTICE IS FURTHER GIVEN that the ballots for this election will be tabulated at the René C. Davidson Alameda County Court House located at 1225 Fallon Street (basement), Oakland, CA. Ballot tabulation will begin at 8:00 p.m. on April 15, 2025, and will continue until complete. The public is welcome to view the tabulation. The totals will be uploaded onto the central server throughout election night. The central server is located at the René C. Davidson Court House, 1225 Fallon Street, Oakland, CA. xyxy=(29,320,522,363)
notice-body: 101, HAYWARD, CA 94541 (CALIFORNIA) Business conducted by: a Corporation The registrant began to transact business using the fictitious business name(s) listed above on: N/A I declare that all information in this statement is true and correct. (A registrant who declares as true any material matter pursuant to Section 17913 of the Business and Professions code that the registrant knows to be false is guilty of a misdemeanor punishable by a fine not to exceed one thousand dollars ($1,000).) SLJ SECURITY GROUP INC /S/ JAMAL ALJAMAL This statement was filed with the County Clerk of Alameda County on 03/04/2025. NOTICE: In accordance with subdivision (a) of Section 17920, a fictitious name statement generally expires at the end of five years from the date on which it was filed in the office of the county clerk, except, as provided in subdivision (b) of Section 17920, where it expires 40 days after any change in the facts set forth in the statement pursuant to section 17913 other than a change in the residence address of a registered owner. A new fictitious business name statement must be filed before the expiration. The filing of this statement does not of itself authorize the use in this state of a fictitious business name in violation of the rights of another under federal, state, or common law (see Section 14411 et seq., Business and Professions Code). 3/19, 3/26, 4/2, 4/9/25 xyxy=(728,70,894,415)
notice-body: In addition, Contract Documents are available for bidders' review at the following builders' exchanges: Builder's Exchange of Alameda County Reed Construction Market Data McGraw Hill Construction Data Contra Costa Builder's Exchange San Francisco Builder's Exchange Marin Builder's Exchange Public works projects shall be subject to compliance monitoring and enforcement by the Department of Industrial Relations. For all projects over Twenty-Five Thousand Dollars ($25,000), a contractor or subcontractor shall not be qualified to submit a bid or to be listed in a bid proposal subject to the requirements of Public Contract Code section 4104 unless currently registered and qualified under Labor Code section 1725.5 to perform public work as defined by Division 2, Part 7, Chapter 1 (§§1720 et seq.) of the Labor Code. For all projects over Twenty-Five Thousand Dollars ($25,000), a contractor or subcontractor shall not be qualified to enter into, or engage in the performance of, any contract of public work (as defined by Division 2, Part 7, Chapter 1 (§§1720 et seq.) of the Labor Code) unless currently registered and qualified under Labor Code section 1725.5 to perform public work as defined by Division 2, Part 7, Chapter 1 (§§1720 et seq.) of the Labor Code. The Contract Time shall be sixty (60) calendar days, and liquidated damages shall be $5,000 per calendar day. Bids must be received and filed at xyxy=(1259,861,1425,1227)
spacer xyxy=(905,896,1071,902)
spacer xyxy=(1082,686,1248,693)
cns-number: CNS-3906329# xyxy=(728,415,788,426)
notice-body: The following person(s) is (are) doing business as: xyxy=(905,932,1071,953)
legal-pub-signer: Tim Dupuis, Registrar of Voters, xyxy=(29,385,146,395)
table-cell: 11-Days xyxy=(413,132,522,149)
cns-number: MARIN COUNTY POST xyxy=(728,655,822,665)
notice-title: FICTITIOUS BUSINESS NAME STATEMENT xyxy=(218,1369,342,1390)
legal-pub-dated: DATED AT OAKLAND, CALIFORNIA THIS 26th day of MARCH 2025 xyxy=(29,369,297,379)
table-cell: Beth Eden Baptist Church xyxy=(75,166,218,183)
table-row xyxy=(29,200,522,217)
table-cell: City Of Refuge xyxy=(75,268,218,285)
notice-title: FICTITIOUS BUSINESS NAME STATEMENT xyxy=(1103,1182,1227,1203)
notice-emphasis: SAN FRANCISCO / BENTLEY SAN FRANCISCO / FERRARI SAN FRANCISCO, 610 DUBOIS STREET, SAN RAFAEL, CA 94901 xyxy=(551,70,717,111)
file-number: File No. 2025158802 xyxy=(770,1554,852,1565)
cns-number: CNS-3906805# xyxy=(551,1534,611,1544)
spacer xyxy=(905,233,1071,240)
notice-emphasis: LILLY'S OF MARIN CLEANING SERVICE / LILLY'S OF MARIN CLEANING AND MAINTENANCE, 1241 SANTA FE AVE, MARTINEZ, CA 94553, xyxy=(374,531,540,572)
cns-number: CNS-3903127# xyxy=(905,1304,965,1315)
file-number: File No. 613037 xyxy=(603,458,665,469)
cns-number: CNS-3910337# xyxy=(374,1156,434,1167)
cns-number: OAKLAND POST xyxy=(551,875,621,885)
spacer xyxy=(551,1555,717,1561)
notice-body: without a hearing. Notice of Hearing: Date: JULY 11, 2025, Time: 9:30 A.M., Dept.: 514, Room: N/A The address of the court is 24405 AMADOR STREET, HAYWARD, CA 94544 (To appear remotely, check in advance of the hearing for information about how to do so on the court's website. To find your court's website, go to www.courts.ca.gov/find-my-court.htm.) A copy of this Order to Show Cause must be published at least once each week for four successive weeks before the date set for hearing on the petition in a newspaper of general circulation, printed in this county: POST NEWS GROUP Date: MARCH 17, 2025 THOMAS J. NIXON Judge of the Superior Court 3/26, 4/2, 4/9, 4/16/25 xyxy=(197,521,363,693)
cns-number: MARIN COUNTY POST xyxy=(374,1596,468,1606)
notice-body: The following person(s) is (are) doing business as: xyxy=(551,922,717,943)
file-number: File No. 158764 xyxy=(603,239,665,249)
spacer xyxy=(728,845,894,852)
cns-number: CNS-3906093# xyxy=(728,1507,788,1518)
notice-title: FICTITIOUS BUSINESS NAME STATEMENT xyxy=(1103,239,1227,260)
notice-body: Fictitious Business Name(s): xyxy=(728,1101,838,1111)
cns-number: MARIN COUNTY POST xyxy=(1259,91,1353,101)
table-cell: 4850 Clarewood Dr Oakland xyxy=(218,234,413,251)
section-civil: CIVIL xyxy=(20,521,186,543)
cns-number: CNS-3903049# xyxy=(1082,212,1142,223)
banner-row xyxy=(9,9,1587,64)
spacer xyxy=(197,714,363,720)
notice-body: 3/12, 3/19, 3/26, 4/2/25 xyxy=(1259,70,1349,80)
spacer xyxy=(1082,233,1248,240)
notice-title: Superior Court of California, County of Marin 3501 Civic Center Drive San Rafael 94903 Marin County Superior Court Case Number: CV0004063 xyxy=(199,720,361,761)
file-number: File No. 612421 xyxy=(957,259,1019,270)
notice-body: the contractor will demolish existing play structures, safety surfacing, basketball hoop poles, enhance the garden space, and prep surface to receive new nature area. Safety surfacing and drainage systems will be installed for a new play structures. Furnishing and installation of new play structure is by others. Additional work includes installing privacy screens, preparing walls for murals, tree planting with irrigation and drainage, and upgrades to the nature area with a decomposed granite pathway. Work will follow strict safety standards and coordination with OUSD. See further details in the specifications. xyxy=(1436,828,1587,1001)
banner-legals: LEGALS xyxy=(1436,9,1587,64)
cns-number: MARIN COUNTY POST xyxy=(1082,1416,1176,1427)
notice-emphasis: LORI STYLES, 1122 GRANT ST NOVATO, CA 94945, xyxy=(374,1234,540,1255)
notice-title: FICTITIOUS BUSINESS NAME STATEMENT xyxy=(1103,902,1227,923)
notice-emphasis: FERRARI SAN FRANCISCO, 595 REDWOOD HIGHWAY, MILL VALLEY, CA 94941, xyxy=(1082,1233,1248,1264)
notice-body: license at the time of bid opening and shall maintain that license in good standing through completion of the Contract and all applicable warranty periods. For all projects over Twenty-Five Thousand Dollars ($25,000), the bidder shall state the public works contractor registration number on the Designation of Subcontractors form for each subcontractor performing more than one-half of one percent (0.5%) of the bidder's total bid price. The Director of Industrial Relations of the State of California, in the manner provided by law, has ascertained the general prevailing rate of per diem wages and rate for legal holidays and overtime work. The Contractor must pay for any labor therein described or classified in an amount not less than the rates specified. Copies of the required rates are on file at the Owner's business office and are available on request. Advertisement (Public Contract Code §22037) Publication Date April 2, 2025 AND Date of Mail and E-Mail/Fax to Trade Journals April 1, 2025 4/2/25 xyxy=(1436,344,1587,629)
notice-body: Date: 02/25/2025 James M. Kim, Clerk of the Court/Clerk, by Deputy Richard L. Weiner [SBN 123243] Telephone NO: 661-362-0060 Law Office of Richard L. Weiner 27240 Turnberry Lane, Suite 200, Valencia, CA 91355 Email: rweiner@richardlweinerlaw.com Attorney For: Bankers Healthcare Group, LLC 3/19, 3/26, 4/2, 4/9/25 xyxy=(197,1197,363,1288)
spacer xyxy=(374,1177,540,1184)
cns-number: CNS-3907538# xyxy=(551,865,611,875)
notice-body: County of MARIN VON HOUSEN EXOTIC CARS, LLC, (CA), 8690 SIERRA COLLEGE BLVD STE 160 BOX 327, ROSEVILLE, CA 95661 This business is conducted by A LIMITED LIABILITY COMPANY. The registrant commenced to transact business under the fictitious business name or names listed above on 2/13/2025 /s/— This statement was filed with the County Clerk of Marin County on FEBRUARY 10, 2025. Shelly Scott, County Clerk By: J. MANNION, Deputy 3/12, 3/19, 3/26, 4/2/25 xyxy=(1082,1024,1248,1156)
cns-number: CNS-3909367# xyxy=(551,192,611,202)
notice-title: STATEMENT OF ABANDONMENT OF USE OF FICTITIOUS BUSINESS NAME xyxy=(378,1613,536,1633)
table-cell: 4-Days xyxy=(413,217,522,234)
notice-emphasis: Project consists of xyxy=(1259,303,1337,313)
notice-body: Date of Abandonment: 2/20/2025 Most Recent FBN Number: 2022153187 / 149278 Date Filed: 4/27/2022 / 7/16/2020 County of Marin Name of Business: xyxy=(374,1423,540,1464)
table-cell: Oakland Public Library xyxy=(75,251,218,268)
table-cell: 8400 Enterprise Way Oakland xyxy=(218,268,413,285)
notice-body: The following person(s) is (are) doing business as: xyxy=(1082,1213,1248,1233)
file-number: File No. 158556 xyxy=(249,1389,311,1400)
notice-body: Registrant: SAN FRANCISCO EXOTIC CARS, LLC, 6300 INTERNATIONAL PKWY, PLANO, TX, 75093 I declare that all information in this statement is true and correct. S/ KEN AMBROSE This statement was filed with the County Clerk of Marin County on MARCH 21, 2025. 4/2, 4/9, 4/16, 4/23/25 xyxy=(551,111,717,192)
table-cell: 000006 xyxy=(29,217,75,234)
notice-title: FICTITIOUS BUSINESS NAME STATEMENT xyxy=(572,438,696,459)
spacer xyxy=(1082,1427,1248,1433)
spacer xyxy=(551,212,717,219)
spacer xyxy=(905,1325,1071,1331)
notice-title: FICTITIOUS BUSINESS NAME STATEMENT xyxy=(572,1561,696,1581)
cns-number: MARIN COUNTY POST xyxy=(905,1105,999,1115)
cns-number: CNS-3901930# xyxy=(1082,1406,1142,1416)
section-heading: GOVERNMENT xyxy=(1259,110,1425,132)
cns-number: OAKLAND POST xyxy=(20,1421,90,1432)
notice-title: FICTITIOUS BUSINESS NAME STATEMENT xyxy=(749,672,873,693)
cns-number: CNS-3907280# xyxy=(197,693,257,704)
column-8 xyxy=(1259,70,1425,2304)
file-number: File No. 613400 xyxy=(426,740,488,751)
file-number: File No. 612863 xyxy=(603,1581,665,1592)
cns-number: CNS-3903904# xyxy=(905,875,965,885)
notice-body: The following person(s) is (are) doing business as: xyxy=(551,249,717,270)
notice-body: County of MARIN PEACE PROPERTIES LLC (NV), 328 DEVON DR, SAN RAFAEL, CA 94903 This business is conducted by A LIMITED LIABILITY COMPANY The registrant commenced to transact business under the fictitious business name or names listed above on N/A /s/ SHANA COLLINS This statement was filed with the County Clerk of Marin County on FEBRUARY 26, 2025. Shelly Scott, County Clerk By: A. OLAJAREVALO, Deputy 3/19, 3/26, 4/2, 4/9/25 xyxy=(728,922,894,1044)
spacer xyxy=(374,714,540,720)
cns-number: MARIN COUNTY POST xyxy=(551,202,645,212)
cns-number: CNS-3909361# xyxy=(551,411,611,422)
notice-body: Case No. 25CV11463 Superior Court of California, County of ALAMEDA Petition of ADRIAN WYCOFF for Change of Name TO ALL INTERESTED PERSONS: Petitioner ADRIAN WYCOFF filed a petition with this court for a decree changing names as follows: ADRIAN WYCOFF to ALEX JAY HAZEN-WYCOFF The Court orders that all persons interested in this matter appear before this court at the hearing indicated below to show cause, if any, why the petition for change of name should not be granted. Any person objecting to the name changes described above must file a written objection that includes the reasons for the objection at least two court days before the matter is scheduled to be heard and must appear at the hearing to show cause why the petition should not be granted. If no written objection is timely filed, the court may grant the petition without a hearing. Notice of Hearing: Date: 5/2/2025, Time: 9:30 A.M., Dept.: 514, Room: N/A The address of the court is 24405 AMADOR STREET, HAYWARD, CA 94544 (To appear remotely, check in advance of the hearing for information about how to do so on the court's website. To find your court's website, go to www.courts.ca.gov/find-my-court.htm.) A copy of this Order to Show Cause must be published at least once each week for four successive weeks before the date set for hearing on the petition in a newspaper of general circulation, printed in this county: POST NEWS GROUP Date: FEBRUARY 21, 2025 THOMAS J. NIXON Judge of the Superior Court 3/26, 4/2, 4/9, 4/16/25 xyxy=(20,1015,186,1411)
table-cell: 000003 xyxy=(29,166,75,183)
file-number: File No. 158706 xyxy=(603,912,665,923)
file-number: File No. 158625 xyxy=(426,1204,488,1214)
table-cell: United For Success Academy xyxy=(75,200,218,217)
banner-legals: LEGALS xyxy=(1079,9,1235,64)
